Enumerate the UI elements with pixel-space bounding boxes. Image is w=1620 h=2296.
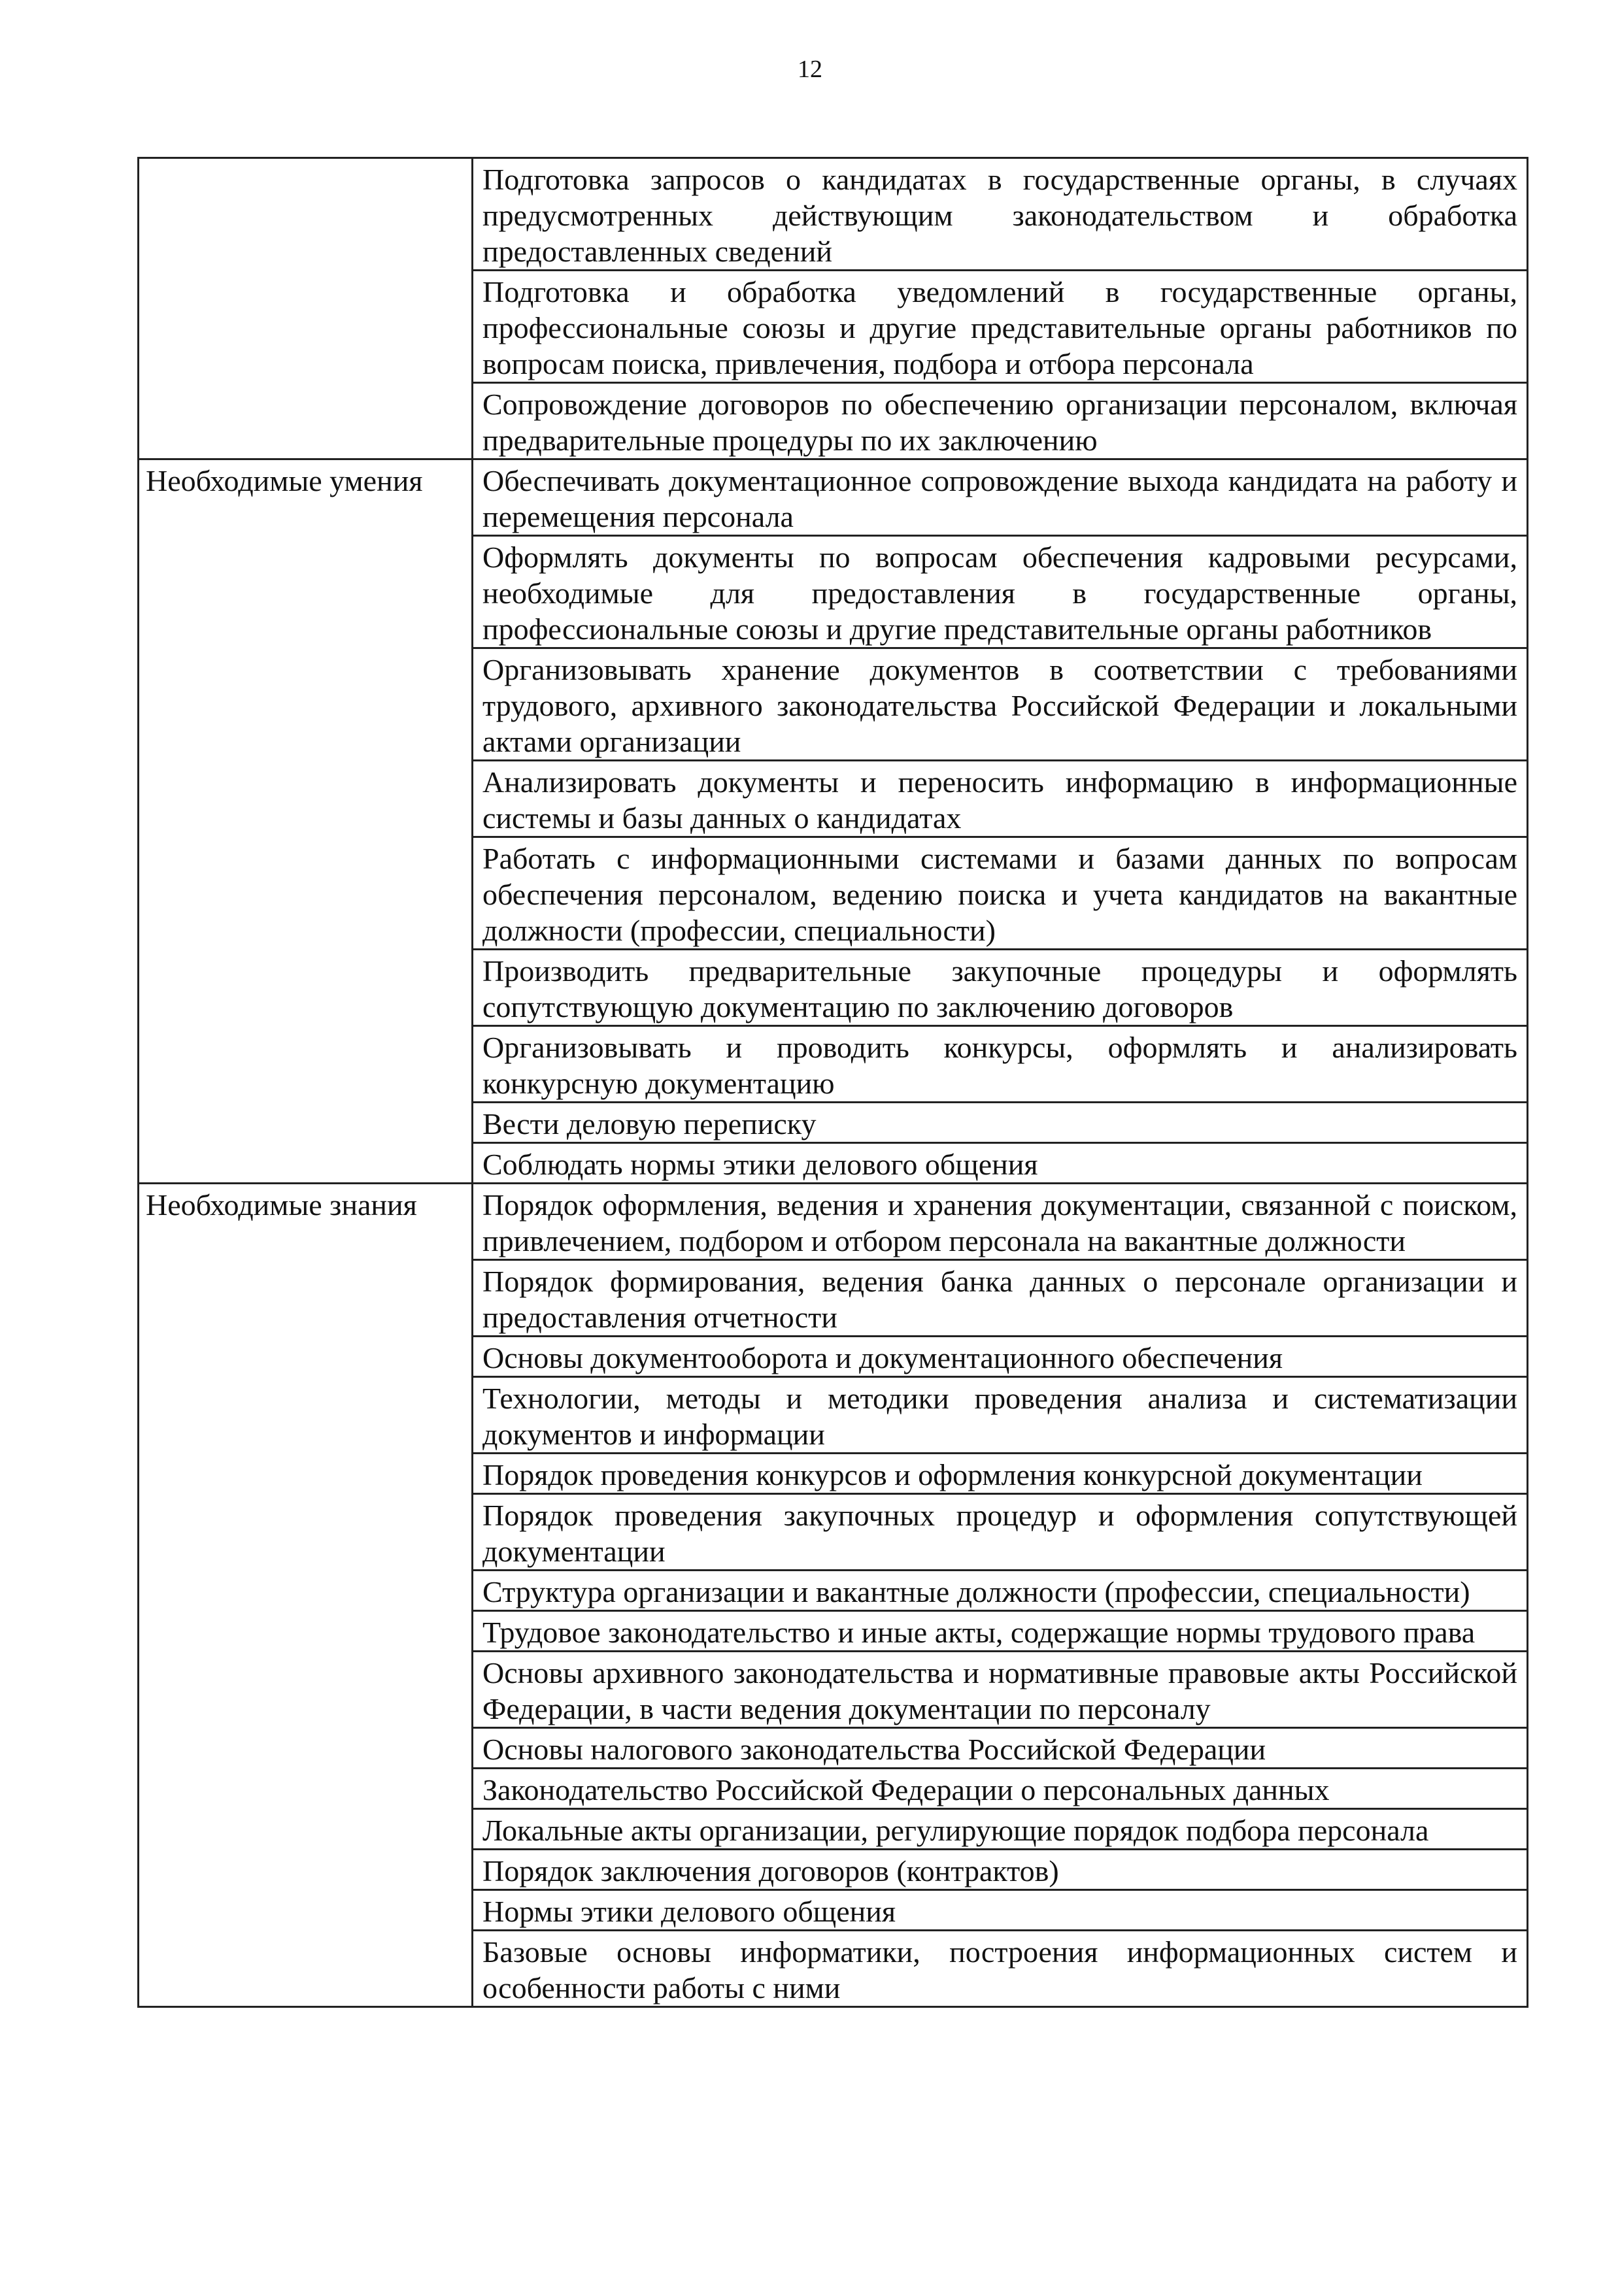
item-cell: Порядок заключения договоров (контрактов) xyxy=(473,1850,1528,1890)
category-cell xyxy=(139,1454,473,1494)
item-cell: Сопровождение договоров по обеспечению организации персоналом, включая предварительные процедуры по их заключению xyxy=(473,383,1528,459)
category-cell xyxy=(139,1769,473,1809)
item-cell: Основы налогового законодательства Российской Федерации xyxy=(473,1728,1528,1769)
item-cell: Оформлять документы по вопросам обеспечения кадровыми ресурсами, необходимые для предоставления в государственные органы, профессиональные союзы и другие представительные органы работников xyxy=(473,536,1528,648)
category-cell xyxy=(139,837,473,950)
item-cell: Обеспечивать документационное сопровождение выхода кандидата на работу и перемещения персонала xyxy=(473,459,1528,536)
item-cell: Трудовое законодательство и иные акты, содержащие нормы трудового права xyxy=(473,1611,1528,1652)
item-cell: Локальные акты организации, регулирующие порядок подбора персонала xyxy=(473,1809,1528,1850)
table-row xyxy=(139,1890,1528,1931)
category-cell: Необходимые знания xyxy=(139,1184,473,1260)
category-cell xyxy=(139,1890,473,1931)
item-cell: Основы архивного законодательства и нормативные правовые акты Российской Федерации, в части ведения документации по персоналу xyxy=(473,1652,1528,1728)
item-cell: Вести деловую переписку xyxy=(473,1103,1528,1143)
category-cell xyxy=(139,536,473,648)
category-cell xyxy=(139,271,473,383)
table-row xyxy=(139,1728,1528,1769)
table-row xyxy=(139,158,1528,271)
table-row xyxy=(139,1494,1528,1571)
item-cell: Базовые основы информатики, построения информационных систем и особенности работы с ними xyxy=(473,1931,1528,2007)
table-row xyxy=(139,1652,1528,1728)
category-cell xyxy=(139,1260,473,1337)
category-cell xyxy=(139,1026,473,1103)
category-cell xyxy=(139,158,473,271)
item-cell: Подготовка и обработка уведомлений в государственные органы, профессиональные союзы и другие представительные органы работников по вопросам поиска, привлечения, подбора и отбора персонала xyxy=(473,271,1528,383)
competency-table-body xyxy=(139,158,1528,2007)
table-row xyxy=(139,271,1528,383)
category-cell xyxy=(139,1494,473,1571)
category-cell xyxy=(139,761,473,837)
competency-table xyxy=(137,157,1528,2008)
category-cell xyxy=(139,1652,473,1728)
table-row xyxy=(139,383,1528,459)
table-row xyxy=(139,1260,1528,1337)
category-cell xyxy=(139,1728,473,1769)
table-row xyxy=(139,1184,1528,1260)
category-cell xyxy=(139,1571,473,1611)
item-cell: Работать с информационными системами и базами данных по вопросам обеспечения персоналом, ведению поиска и учета кандидатов на вакантные должности (профессии, специальности) xyxy=(473,837,1528,950)
item-cell: Подготовка запросов о кандидатах в государственные органы, в случаях предусмотренных действующим законодательством и обработка предоставленных сведений xyxy=(473,158,1528,271)
category-cell xyxy=(139,1143,473,1184)
item-cell: Порядок проведения конкурсов и оформления конкурсной документации xyxy=(473,1454,1528,1494)
table-row xyxy=(139,1809,1528,1850)
table-row xyxy=(139,761,1528,837)
category-cell xyxy=(139,1850,473,1890)
category-cell xyxy=(139,383,473,459)
category-cell xyxy=(139,648,473,761)
table-row xyxy=(139,1769,1528,1809)
item-cell: Нормы этики делового общения xyxy=(473,1890,1528,1931)
page-number: 12 xyxy=(798,56,822,83)
table-row xyxy=(139,1571,1528,1611)
table-row xyxy=(139,1026,1528,1103)
category-cell xyxy=(139,1931,473,2007)
category-cell xyxy=(139,950,473,1026)
table-row xyxy=(139,1143,1528,1184)
table-row xyxy=(139,648,1528,761)
table-row xyxy=(139,1454,1528,1494)
category-cell xyxy=(139,1611,473,1652)
item-cell: Анализировать документы и переносить информацию в информационные системы и базы данных о кандидатах xyxy=(473,761,1528,837)
item-cell: Порядок формирования, ведения банка данных о персонале организации и предоставления отчетности xyxy=(473,1260,1528,1337)
table-row xyxy=(139,459,1528,536)
item-cell: Технологии, методы и методики проведения анализа и систематизации документов и информации xyxy=(473,1377,1528,1454)
table-row xyxy=(139,1850,1528,1890)
item-cell: Производить предварительные закупочные процедуры и оформлять сопутствующую документацию по заключению договоров xyxy=(473,950,1528,1026)
item-cell: Структура организации и вакантные должности (профессии, специальности) xyxy=(473,1571,1528,1611)
category-cell xyxy=(139,1103,473,1143)
table-row xyxy=(139,837,1528,950)
table-row xyxy=(139,536,1528,648)
category-cell xyxy=(139,1377,473,1454)
category-cell xyxy=(139,1809,473,1850)
item-cell: Соблюдать нормы этики делового общения xyxy=(473,1143,1528,1184)
category-cell xyxy=(139,1337,473,1377)
item-cell: Порядок проведения закупочных процедур и оформления сопутствующей документации xyxy=(473,1494,1528,1571)
category-cell: Необходимые умения xyxy=(139,459,473,536)
table-row xyxy=(139,950,1528,1026)
table-row xyxy=(139,1611,1528,1652)
table-row xyxy=(139,1931,1528,2007)
table-row xyxy=(139,1377,1528,1454)
item-cell: Организовывать хранение документов в соответствии с требованиями трудового, архивного законодательства Российской Федерации и локальными актами организации xyxy=(473,648,1528,761)
table-row xyxy=(139,1103,1528,1143)
item-cell: Порядок оформления, ведения и хранения документации, связанной с поиском, привлечением, подбором и отбором персонала на вакантные должности xyxy=(473,1184,1528,1260)
item-cell: Организовывать и проводить конкурсы, оформлять и анализировать конкурсную документацию xyxy=(473,1026,1528,1103)
table-row xyxy=(139,1337,1528,1377)
item-cell: Законодательство Российской Федерации о персональных данных xyxy=(473,1769,1528,1809)
item-cell: Основы документооборота и документационного обеспечения xyxy=(473,1337,1528,1377)
